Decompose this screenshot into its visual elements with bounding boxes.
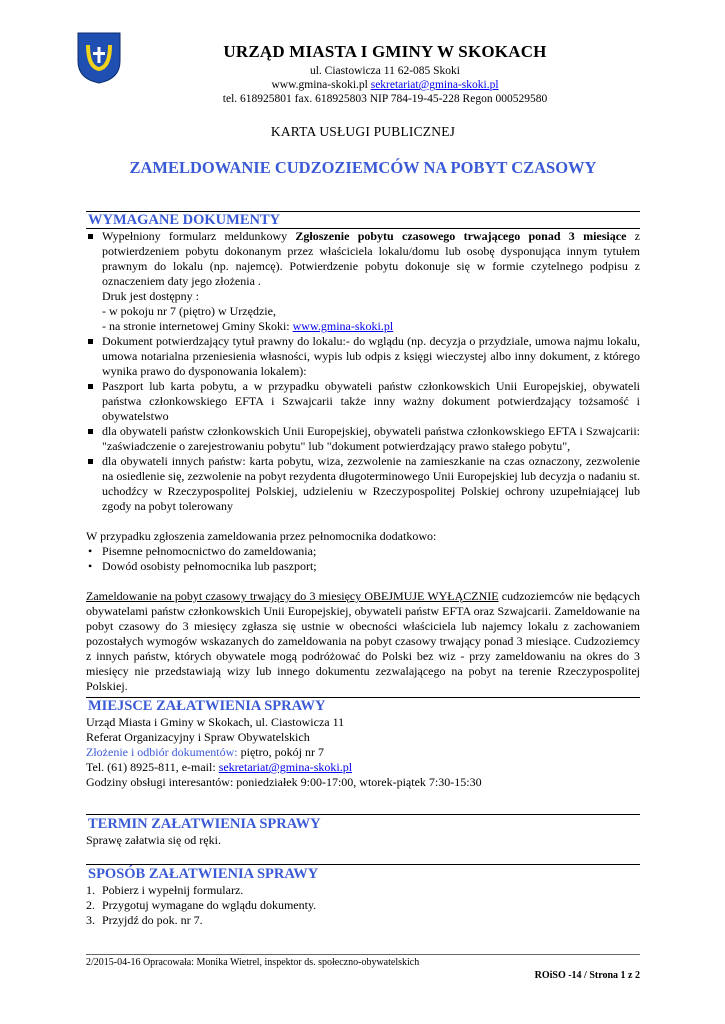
footer-author: 2/2015-04-16 Opracowała: Monika Wietrel, inspektor ds. społeczno-obywatelskich <box>86 957 420 968</box>
website-link[interactable]: www.gmina-skoki.pl <box>292 319 394 333</box>
office-name: URZĄD MIASTA I GMINY W SKOKACH <box>223 42 547 61</box>
footer-page-number: ROiSO -14 / Strona 1 z 2 <box>534 970 640 981</box>
footer-divider <box>86 954 640 955</box>
list-item: Paszport lub karta pobytu, a w przypadku obywateli państw członkowskich Unii Europejskiej, obywateli państwa członkowskiego EFTA i Szwajcarii także inny ważny dokument potwierdzający tożsamość i obywatelstwo <box>86 379 640 424</box>
divider <box>86 211 640 212</box>
proxy-intro: W przypadku zgłoszenia zameldowania przez pełnomocnika dodatkowo: <box>86 529 437 543</box>
section-heading-method: SPOSÓB ZAŁATWIENIA SPRAWY <box>88 866 319 882</box>
bullet-icon <box>88 429 93 434</box>
contact-email-link[interactable]: sekretariat@gmina-skoki.pl <box>218 760 353 774</box>
section-heading-documents: WYMAGANE DOKUMENTY <box>88 212 281 228</box>
list-item: • Pisemne pełnomocnictwo do zameldowania; <box>88 544 317 558</box>
office-email-link[interactable]: sekretariat@gmina-skoki.pl <box>370 79 499 91</box>
documents-list <box>86 229 640 694</box>
list-item: Wypełniony formularz meldunkowy Zgłoszenie pobytu czasowego trwającego ponad 3 miesiące z potwierdzeniem pobytu dokonanym przez właściciela lokalu/domu lub osobę dysponująca innym tytułem prawnym do lokalu (np. najemcę). Potwierdzenie pobytu dokonuje się w formie czytelnego podpisu z oznaczeniem daty jego złożenia . Druk jest dostępny : - w pokoju nr 7 (piętro) w Urzędzie, - na stronie internetowej Gminy Skoki: www.gmina-skoki.pl <box>86 229 640 334</box>
term-text: Sprawę załatwia się od ręki. <box>86 833 221 847</box>
office-address: ul. Ciastowicza 11 62-085 Skoki <box>309 65 461 77</box>
coat-of-arms-logo <box>76 31 122 85</box>
list-item: dla obywateli państw członkowskich Unii Europejskiej, obywateli państwa członkowskiego EFTA i Szwajcarii: "zaświadczenie o zarejestrowaniu pobytu" lub "dokument potwierdzający prawo stałego pobytu", <box>86 424 640 454</box>
list-item: 2. Przygotuj wymagane do wglądu dokumenty. <box>86 898 317 912</box>
method-steps <box>86 883 640 928</box>
list-item: Dokument potwierdzający tytuł prawny do lokalu:- do wglądu (np. decyzja o przydziale, umowa najmu lokalu, umowa notarialna przeniesienia własności, wypis lub odpis z księgi wieczystej albo inny dokument, z którego wynika prawo do dysponowania lokalem): <box>86 334 640 379</box>
list-item: • Dowód osobisty pełnomocnika lub paszport; <box>88 559 317 573</box>
place-info: Urząd Miasta i Gminy w Skokach, ul. Ciastowicza 11 Referat Organizacyjny i Spraw Obywatelskich Złożenie i odbiór dokumentów: piętro, pokój nr 7 Tel. (61) 8925-811, e-mail: sekretariat@gmina-skoki.pl Godziny obsługi interesantów: poniedziałek 9:00-17:00, wtorek-piątek 7:30-15:30 <box>86 715 482 789</box>
list-item: 3. Przyjdź do pok. nr 7. <box>86 913 203 927</box>
bullet-icon <box>88 459 93 464</box>
bullet-icon <box>88 339 93 344</box>
office-phones: tel. 618925801 fax. 618925803 NIP 784-19-45-228 Regon 000529580 <box>222 93 548 105</box>
bullet-icon <box>88 234 93 239</box>
office-web-email <box>195 78 575 92</box>
divider <box>86 864 640 865</box>
office-website: www.gmina-skoki.pl <box>271 79 368 91</box>
bullet-icon <box>88 384 93 389</box>
list-item: 1. Pobierz i wypełnij formularz. <box>86 883 244 897</box>
card-title: KARTA USŁUGI PUBLICZNEJ <box>270 124 456 139</box>
list-item: dla obywateli innych państw: karta pobytu, wiza, zezwolenie na zamieszkanie na czas oznaczony, zezwolenie na osiedlenie się, zezwolenie na pobyt rezydenta długoterminowego Unii Europejskiej lub decyzja o nadaniu st. uchodźcy w Rzeczypospolitej Polskiej, udzieleniu w Rzeczypospolitej Polskiej ochrony uzupełniającej lub zgody na pobyt tolerowany <box>86 454 640 514</box>
section-heading-term: TERMIN ZAŁATWIENIA SPRAWY <box>88 816 321 832</box>
section-heading-place: MIEJSCE ZAŁATWIENIA SPRAWY <box>88 698 326 714</box>
stay-note: Zameldowanie na pobyt czasowy trwający do 3 miesięcy OBEJMUJE WYŁĄCZNIE cudzoziemców nie będących obywatelami państw członkowskich Unii Europejskiej, obywateli państw EFTA oraz Szwajcarii. Zameldowanie na pobyt czasowy do 3 miesięcy zgłasza się ustnie w obecności właściciela lub najemcy lokalu z zachowaniem pozostałych wymogów wskazanych do zameldowania na pobyt czasowy trwający ponad 3 miesiące. Cudzoziemcy z innych państw, których obywatele mogą podróżować do Polski bez wiz - przy zameldowaniu na okres do 3 miesięcy nie przedstawiają wizy lub innego dokumentu zezwalającego na pobyt na terenie Rzeczypospolitej Polskiej. <box>86 589 641 693</box>
divider <box>86 814 640 815</box>
page-title: ZAMELDOWANIE CUDZOZIEMCÓW NA POBYT CZASOWY <box>129 158 597 177</box>
